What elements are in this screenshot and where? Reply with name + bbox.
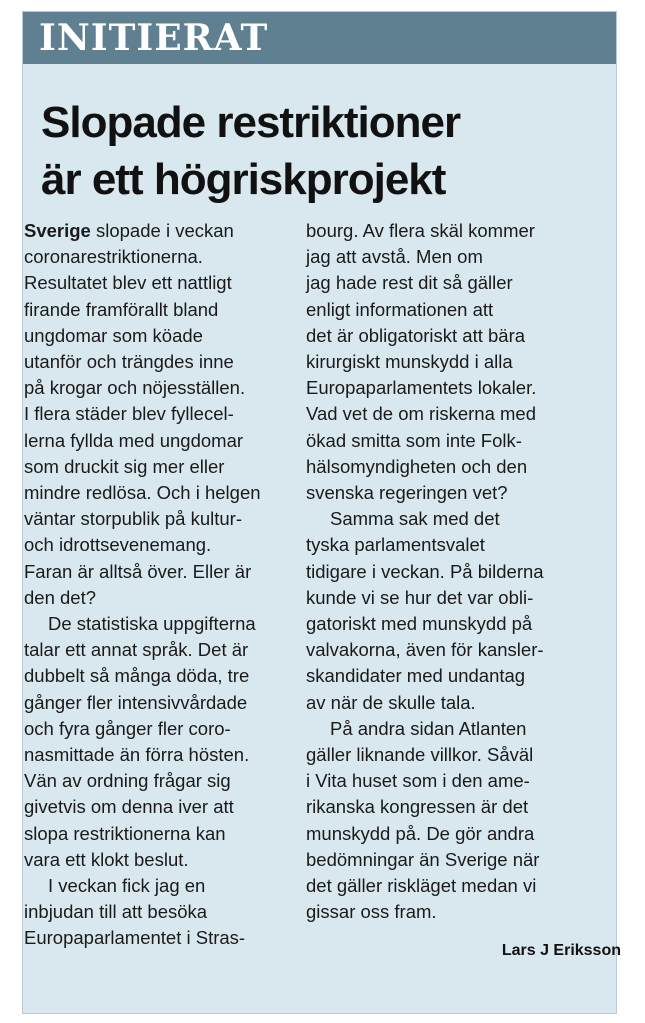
text-line: I flera städer blev fyllecel- [24,403,234,425]
text-line: på krogar och nöjesställen. [24,377,246,399]
text-line: jag hade rest dit så gäller [306,272,513,294]
text-line: tidigare i veckan. På bilderna [306,560,544,582]
text-line: mindre redlösa. Och i helgen [24,482,261,504]
text-line: hälsomyndigheten och den [306,455,528,477]
text-line: Europaparlamentet i Stras- [24,927,246,949]
text-line: talar ett annat språk. Det är [24,639,249,661]
section-label: INITIERAT [39,17,269,59]
text-line: De statistiska uppgifterna [48,613,256,635]
text-line: Vän av ordning frågar sig [24,770,231,792]
text-line: lerna fyllda med ungdomar [24,429,244,451]
text-line: det är obligatoriskt att bära [306,324,526,346]
text-line: firande framförallt bland [24,298,219,320]
text-line [24,218,299,244]
text-line: gissar oss fram. [306,901,437,923]
text-line: givetvis om denna iver att [24,796,234,818]
text-line: gatoriskt med munskydd på [306,613,533,635]
text-line: och fyra gånger fler coro- [24,717,231,739]
text-line: gånger fler intensivvårdade [24,691,248,713]
text-line: väntar storpublik på kultur- [24,508,242,530]
text-line: I veckan fick jag en [48,875,206,897]
headline-line: är ett högriskprojekt [41,155,446,204]
text-line: den det? [24,586,97,608]
text-line: inbjudan till att besöka [24,901,208,923]
text-line: På andra sidan Atlanten [330,717,527,739]
byline: Lars J Eriksson [501,942,621,959]
text-line: rikanska kongressen är det [306,796,529,818]
text-line: bedömningar än Sverige när [306,848,540,870]
text-line: som druckit sig mer eller [24,455,225,477]
text-line: det gäller riskläget medan vi [306,875,537,897]
text-line: nasmittade än förra hösten. [24,744,250,766]
text-line: Europaparlamentets lokaler. [306,377,537,399]
text-line: bourg. Av flera skäl kommer [306,220,535,241]
text-line: munskydd på. De gör andra [306,822,535,844]
text-line: slopa restriktionerna kan [24,822,226,844]
text-line: tyska parlamentsvalet [306,534,485,556]
text-line: gäller liknande villkor. Såväl [306,744,534,766]
text-line: vara ett klokt beslut. [24,848,189,870]
text-line: Vad vet de om riskerna med [306,403,536,425]
text-line: valvakorna, även för kansler- [306,639,544,661]
headline-line: Slopade restriktioner [41,98,461,147]
text-line: dubbelt så många döda, tre [24,665,250,687]
section-banner [23,12,616,64]
text-line: kunde vi se hur det var obli- [306,586,534,608]
text-fragment: slopade i veckan [90,220,234,241]
text-line: utanför och trängdes inne [24,351,234,373]
text-line: och idrottsevenemang. [24,534,212,556]
article-column-right [306,218,581,925]
text-line: Resultatet blev ett nattligt [24,272,232,294]
text-line: enligt informationen att [306,298,494,320]
text-line: kirurgiskt munskydd i alla [306,351,513,373]
text-line: i Vita huset som i den ame- [306,770,530,792]
headline [41,94,606,208]
text-line: av när de skulle tala. [306,691,476,713]
lead-word: Sverige [24,220,91,241]
text-line: ökad smitta som inte Folk- [306,429,522,451]
text-line: svenska regeringen vet? [306,482,508,504]
article-column-left [24,218,299,952]
text-line: Faran är alltså över. Eller är [24,560,252,582]
text-line: ungdomar som köade [24,324,203,346]
text-line: coronarestriktionerna. [24,246,203,268]
text-line: Samma sak med det [330,508,500,530]
text-line: skandidater med undantag [306,665,526,687]
text-line: jag att avstå. Men om [306,246,483,268]
